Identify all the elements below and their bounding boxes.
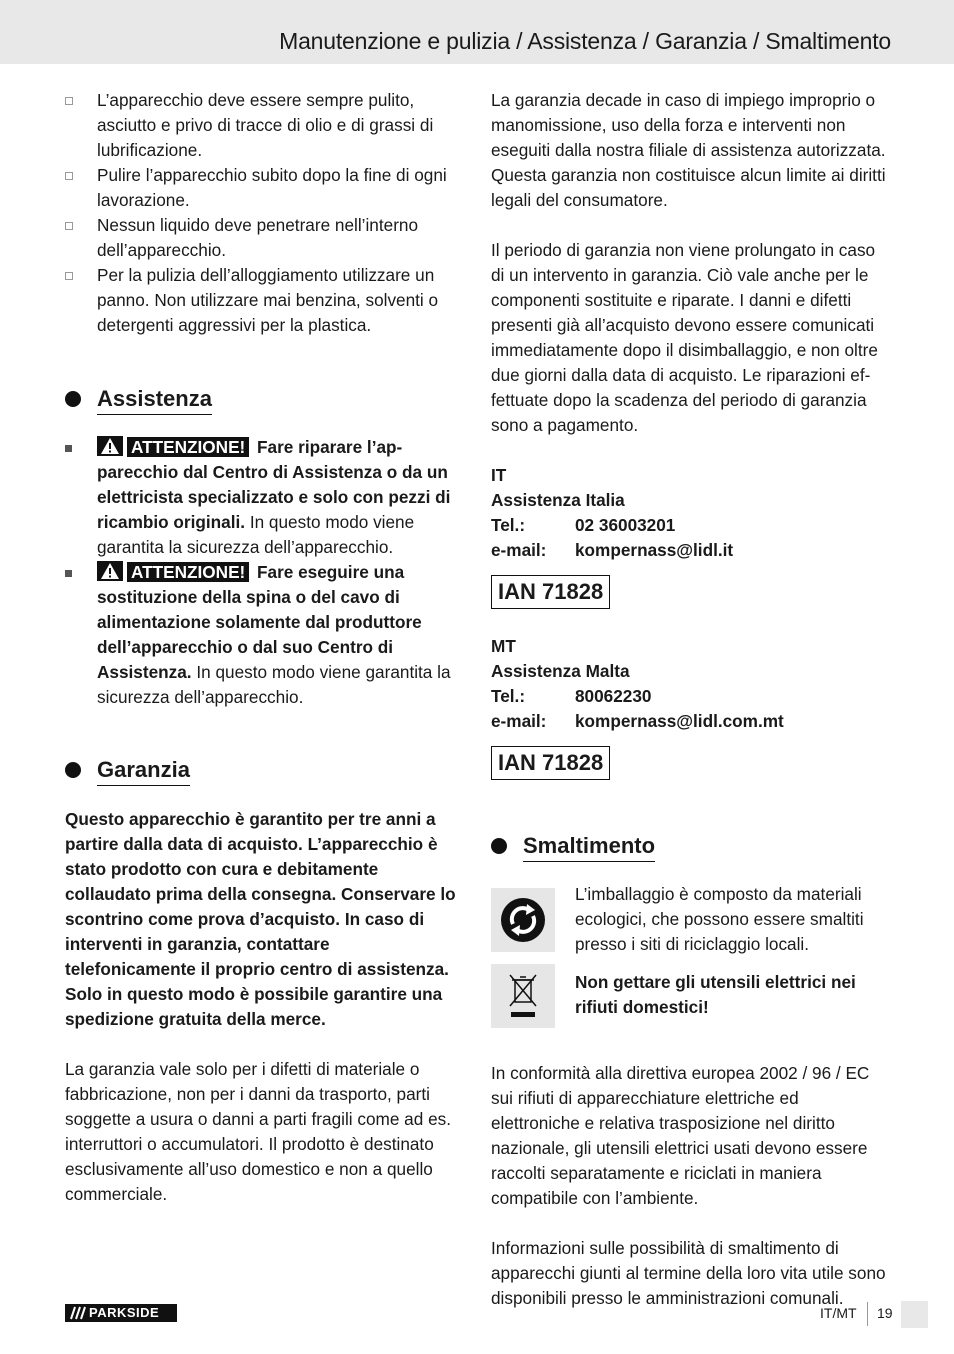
warning-triangle-icon <box>97 561 123 581</box>
square-bullet-icon <box>65 172 73 180</box>
heading-bullet-icon <box>65 391 81 407</box>
list-item: Per la pulizia dell’alloggiamento utilizzare un panno. Non utilizzare mai benzina, solventi o detergenti aggressivi per la plastica. <box>65 263 465 338</box>
contact-country: IT <box>491 465 507 485</box>
packaging-text: L’imballaggio è composto da materiali ecologici, che possono essere smaltiti presso i siti di riciclaggio locali. <box>575 884 864 954</box>
contact-email: e-mail: kompernass@lidl.com.mt <box>491 711 784 731</box>
disposal-info-paragraph: Informazioni sulle possibilità di smaltimento di apparecchi giunti al termine della loro vita utile sono disponibili presso le amministrazioni comunali. <box>491 1238 886 1308</box>
page-number: 19 <box>877 1305 893 1321</box>
guarantee-bold-paragraph: Questo apparecchio è garantito per tre anni a partire dalla data di acquisto. L’apparecchio è stato prodotto con cura e debitamente collaudato prima della consegna. Conservare lo scontrino come prova d’acquisto. In caso di interventi in garanzia, contattare telefonicamente il proprio centro di assistenza. Solo in questo modo è possibile garantire una spedizione gratuita della merce. <box>65 809 456 1029</box>
square-bullet-icon <box>65 272 73 280</box>
section-heading-garanzia: Garanzia <box>65 756 465 786</box>
section-heading-assistenza: Assistenza <box>65 385 465 415</box>
list-item: L’apparecchio deve essere sempre pulito, asciutto e privo di tracce di olio e di grassi di lubrificazione. <box>65 88 465 163</box>
list-item: Pulire l’apparecchio subito dopo la fine di ogni lavorazione. <box>65 163 465 213</box>
warning-list <box>65 435 465 710</box>
square-bullet-icon <box>65 222 73 230</box>
contact-email: e-mail: kompernass@lidl.it <box>491 540 734 560</box>
weee-row <box>491 970 891 1050</box>
guarantee-period-paragraph: Il periodo di garanzia non viene prolungato in caso di un intervento in garanzia. Ciò vale anche per le componenti sostituite e riparate. I danni e difetti presenti già all’acquisto devono essere comunicati immediatamente dopo il disimballaggio, e non oltre due giorni dalla data di acquisto. Le riparazioni effettuate dopo la scadenza del periodo di garanzia sono a pagamento. <box>491 240 878 435</box>
heading-bullet-icon <box>65 762 81 778</box>
warning-label: ATTENZIONE! <box>127 562 249 582</box>
page-title: Manutenzione e pulizia / Assistenza / Garanzia / Smaltimento <box>279 28 891 54</box>
heading-bullet-icon <box>491 838 507 854</box>
recycle-icon <box>491 888 555 952</box>
ian-box: IAN 71828 <box>491 746 610 780</box>
warning-triangle-icon <box>97 436 123 456</box>
contact-tel: Tel.: 80062230 <box>491 686 652 706</box>
list-item: Nessun liquido deve penetrare nell’interno dell’apparecchio. <box>65 213 465 263</box>
section-heading-smaltimento: Smaltimento <box>491 832 891 862</box>
footer-tab <box>901 1301 928 1328</box>
square-bullet-icon <box>65 445 72 452</box>
left-column <box>65 88 465 1207</box>
logo-stripes-icon <box>65 1304 89 1322</box>
guarantee-paragraph: La garanzia vale solo per i difetti di materiale o fabbricazione, non per i danni da trasporto, parti soggette a usura o danni a parti fragili come ad es. interruttori o accumulatori. Il prodotto è destinato esclusivamente all’uso domestico e non a quello commerciale. <box>65 1059 451 1204</box>
contact-malta <box>491 634 891 780</box>
footer-divider <box>867 1302 868 1326</box>
contact-tel: Tel.: 02 36003201 <box>491 515 676 535</box>
weee-warning-text: Non gettare gli utensili elettrici nei rifiuti domestici! <box>575 972 856 1017</box>
parkside-logo: PARKSIDE <box>65 1304 177 1322</box>
square-bullet-icon <box>65 570 72 577</box>
contact-country: MT <box>491 636 516 656</box>
warning-item: ATTENZIONE! Fare eseguire una sostituzione della spina o del cavo di alimentazione solamente dal produttore dell’apparecchio o dal suo Centro di Assistenza. In questo modo viene garantita la sicurezza dell’apparecchio. <box>65 560 465 710</box>
packaging-row <box>491 882 891 970</box>
contact-italy <box>491 463 891 609</box>
contact-name: Assistenza Malta <box>491 661 630 681</box>
warning-item: ATTENZIONE! Fare riparare l’apparecchio dal Centro di Assistenza o da un elettricista specializzato e solo con pezzi di ricambio originali. In questo modo viene garantita la sicurezza dell’apparecchio. <box>65 435 465 560</box>
guarantee-void-paragraph: La garanzia decade in caso di impiego improprio o manomissione, uso della forza e interventi non eseguiti dalla nostra filiale di assistenza autorizzata. Questa garanzia non costituisce alcun limite ai diritti legali del consumatore. <box>491 90 886 210</box>
maintenance-list <box>65 88 465 338</box>
page-header <box>0 0 954 64</box>
ian-box: IAN 71828 <box>491 575 610 609</box>
warning-label: ATTENZIONE! <box>127 437 249 457</box>
footer-language: IT/MT <box>820 1305 857 1321</box>
contact-name: Assistenza Italia <box>491 490 625 510</box>
square-bullet-icon <box>65 97 73 105</box>
right-column <box>491 88 891 1311</box>
crossed-bin-icon <box>491 964 555 1028</box>
directive-paragraph: In conformità alla direttiva europea 2002 / 96 / EC sui rifiuti di apparecchiature elettriche ed elettroniche e relativa trasposizione nel diritto nazionale, gli utensili elettrici usati devono essere raccolti separatamente e riciclati in maniera compatibile con l’ambiente. <box>491 1063 870 1208</box>
